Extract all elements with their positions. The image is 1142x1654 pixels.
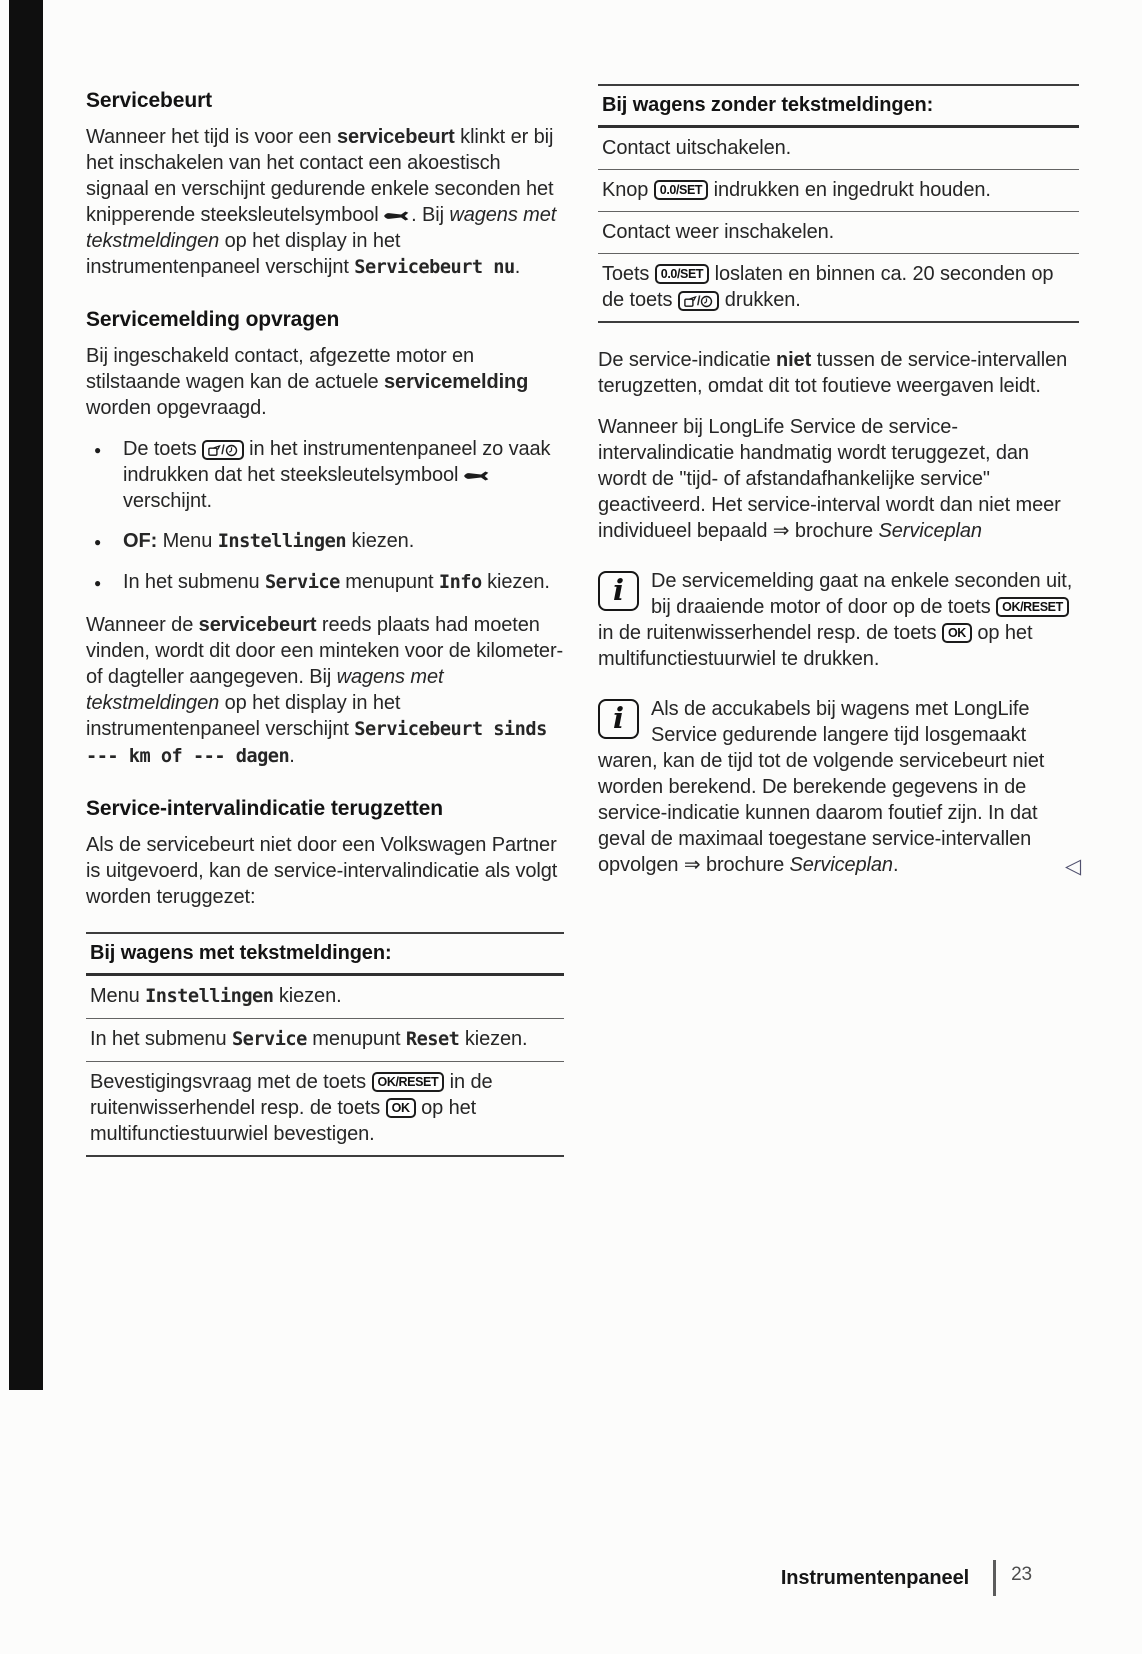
info-note-servicemelding: [598, 568, 1079, 672]
page-number: 23: [1011, 1564, 1032, 1585]
heading-service-interval-terugzetten: Service-intervalindicatie terugzetten: [86, 797, 443, 820]
binding-bar: [9, 0, 43, 1390]
table-row: Menu Instellingen kiezen.: [86, 976, 564, 1019]
table-header: Bij wagens met tekstmeldingen:: [86, 932, 564, 976]
table-row: Knop 0.0/SET indrukken en ingedrukt houden.: [598, 170, 1079, 212]
slash-glyph: /: [221, 442, 225, 457]
footer-chapter-label: Instrumentenpaneel: [780, 1567, 970, 1589]
table-header: Bij wagens zonder tekstmeldingen:: [598, 84, 1079, 128]
left-column: [86, 88, 564, 1157]
bullet-list: [86, 436, 564, 596]
info-note-text: De servicemelding gaat na enkele seconden uit, bij draaiende motor of door op de toets OK/RESET in de ruitenwisserhendel resp. de toets OK op het multifunctiestuurwiel te drukken.: [598, 570, 1073, 670]
table-row: In het submenu Service menupunt Reset kiezen.: [86, 1019, 564, 1062]
info-note-accukabels: [598, 696, 1079, 878]
info-icon: i: [598, 699, 639, 739]
page-footer: [0, 1560, 1032, 1596]
paragraph-terugzetten-intro: Als de servicebeurt niet door een Volkswagen Partner is uitgevoerd, kan de service-intervalindicatie als volgt worden teruggezet:: [86, 834, 558, 908]
footer-divider: [993, 1560, 996, 1596]
paragraph-niet-terugzetten: De service-indicatie niet tussen de service-intervallen terugzetten, omdat dit tot foutieve weergaven leidt.: [598, 349, 1068, 397]
heading-servicebeurt: Servicebeurt: [86, 89, 213, 112]
table-row: Contact weer inschakelen.: [598, 212, 1079, 254]
table-row: Toets 0.0/SET loslaten en binnen ca. 20 seconden op de toets / drukken.: [598, 254, 1079, 323]
wrench-icon: [464, 464, 491, 486]
section-end-triangle-icon: ◁: [1064, 855, 1081, 878]
table-met-tekstmeldingen: [86, 932, 564, 1157]
table-row: Contact uitschakelen.: [598, 128, 1079, 170]
table-zonder-tekstmeldingen: [598, 84, 1079, 323]
info-note-text: Als de accukabels bij wagens met LongLife Service gedurende langere tijd losgemaakt waren, kan de tijd tot de volgende servicebeurt niet worden berekend. De berekende gegevens in de service-indicatie kunnen daarom foutief zijn. In dat geval de maximaal toegestane service-intervallen opvolgen ⇒ brochure Serviceplan.: [598, 698, 1045, 876]
paragraph-longlife: Wanneer bij LongLife Service de service-intervalindicatie handmatig wordt teruggezet, dan wordt de "tijd- of afstandafhankelijke service" geactiveerd. Het service-interval wordt dan niet meer individueel bepaald ⇒ brochure Serviceplan: [598, 416, 1061, 542]
paragraph-servicebeurt-sinds: Wanneer de servicebeurt reeds plaats had moeten vinden, wordt dit door een minteken voor de kilometer- of dagteller aangegeven. Bij wagens met tekstmeldingen op het display in het instrumentenpaneel verschijnt Servicebeurt sinds --- km of --- dagen.: [86, 614, 564, 767]
table-row: Bevestigingsvraag met de toets OK/RESET in de ruitenwisserhendel resp. de toets OK op het multifunctiestuurwiel bevestigen.: [86, 1062, 564, 1157]
paragraph-servicemelding: Bij ingeschakeld contact, afgezette motor en stilstaande wagen kan de actuele servicemelding worden opgevraagd.: [86, 345, 529, 419]
heading-servicemelding-opvragen: Servicemelding opvragen: [86, 308, 340, 331]
info-icon: i: [598, 571, 639, 611]
wrench-icon: [384, 204, 411, 226]
bullet-item: ● De toets / in het instrumentenpaneel zo vaak indrukken dat het steeksleutelsymbool verschijnt.: [86, 436, 564, 514]
bullet-item: ● OF: Menu Instellingen kiezen.: [86, 528, 564, 555]
right-column: [598, 80, 1079, 894]
slash-glyph: /: [696, 293, 701, 308]
trip-odometer-clock-key-icon: [678, 291, 720, 311]
paragraph-servicebeurt: Wanneer het tijd is voor een servicebeurt klinkt er bij het inschakelen van het contact een akoestisch signaal en verschijnt gedurende enkele seconden het knipperende steeksleutelsymbool . Bij wagens met tekstmeldingen op het display in het instrumentenpaneel verschijnt Servicebeurt nu.: [86, 126, 557, 278]
bullet-item: ● In het submenu Service menupunt Info kiezen.: [86, 569, 564, 596]
trip-odometer-clock-key-icon: [202, 440, 244, 460]
